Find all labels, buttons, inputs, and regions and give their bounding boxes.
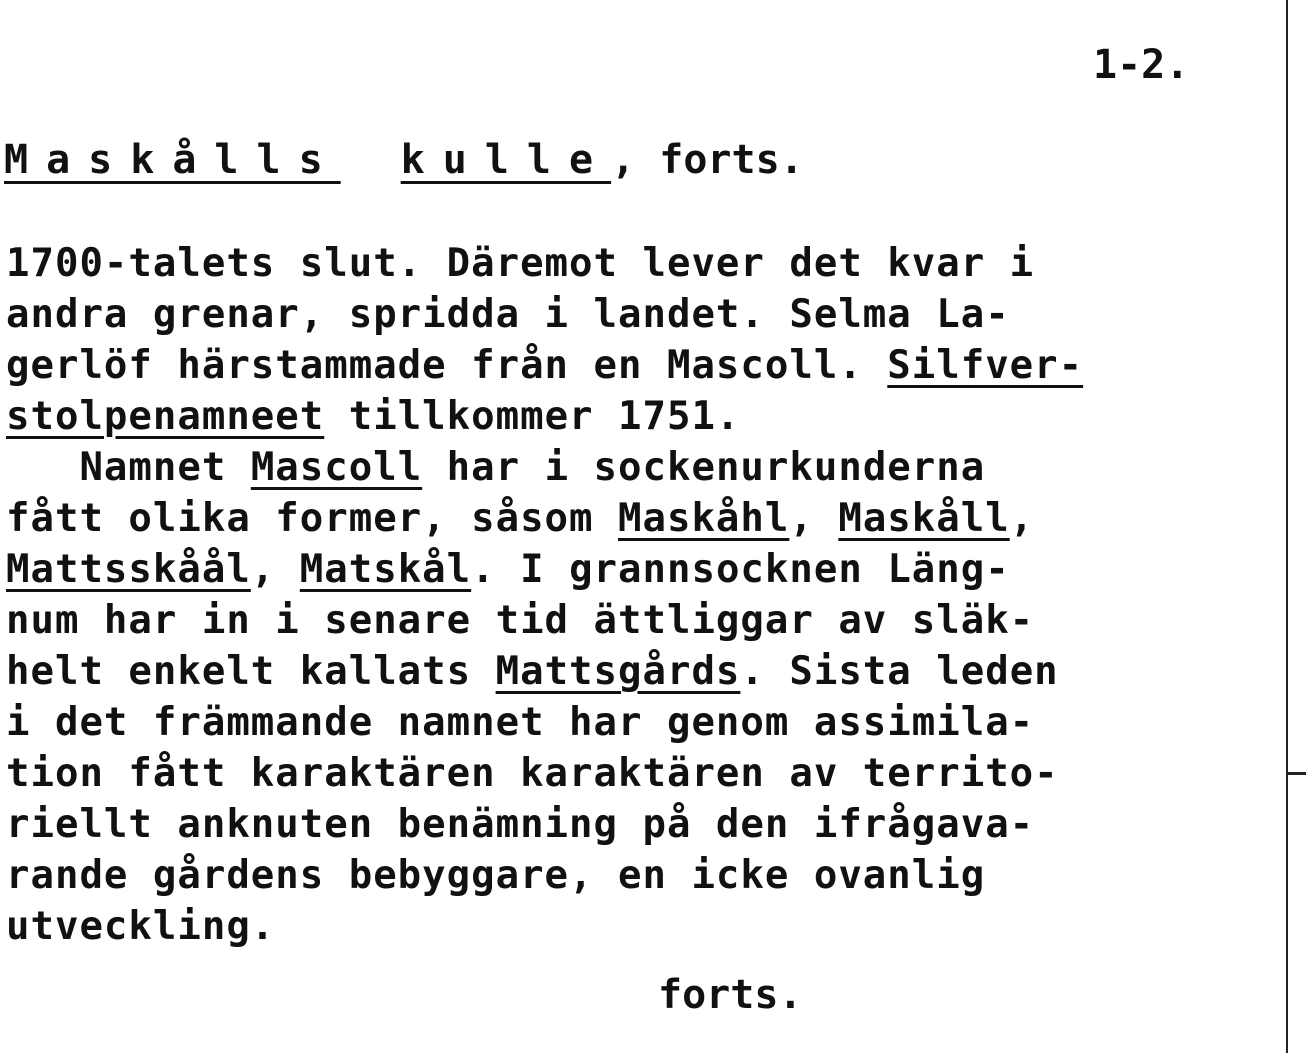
text-segment: tion fått karaktären karaktären av territo-	[6, 751, 1059, 796]
text-line	[6, 799, 1083, 850]
text-line	[6, 850, 1083, 901]
heading-word-2: kulle	[400, 137, 612, 183]
continuation-note: forts.	[658, 972, 803, 1018]
heading-suffix: , forts.	[611, 137, 804, 183]
text-line	[6, 646, 1083, 697]
entry-heading	[4, 137, 804, 183]
text-segment: andra grenar, spridda i landet. Selma La-	[6, 292, 1010, 337]
underlined-name: Maskåhl	[618, 496, 790, 541]
text-line	[6, 340, 1083, 391]
text-segment: ,	[250, 547, 300, 592]
text-line	[6, 442, 1083, 493]
text-segment: riellt anknuten benämning på den ifrågava-	[6, 802, 1035, 847]
underlined-name: Silfver-	[887, 343, 1084, 388]
text-line	[6, 748, 1083, 799]
text-segment: helt enkelt kallats	[6, 649, 496, 694]
text-segment: rande gårdens bebyggare, en icke ovanlig	[6, 853, 986, 898]
text-segment: . I grannsocknen Läng-	[471, 547, 1010, 592]
text-line	[6, 697, 1083, 748]
text-segment: 1700-talets slut. Däremot lever det kvar i	[6, 241, 1035, 286]
underlined-name: Maskåll	[838, 496, 1010, 541]
text-line	[6, 493, 1083, 544]
text-segment: har i sockenurkunderna	[422, 445, 986, 490]
card-edge-line	[1286, 0, 1288, 1053]
text-line	[6, 901, 1083, 952]
text-segment: num har in i senare tid ättliggar av släk-	[6, 598, 1035, 643]
text-segment: Namnet	[6, 445, 251, 490]
text-line	[6, 391, 1083, 442]
heading-word-1: Maskålls	[4, 137, 341, 183]
underlined-name: Mattsskåål	[6, 547, 251, 592]
text-segment: utveckling.	[6, 904, 276, 949]
text-segment: i det främmande namnet har genom assimila-	[6, 700, 1035, 745]
text-segment: ,	[789, 496, 839, 541]
page-number: 1-2.	[1093, 42, 1190, 88]
text-segment: tillkommer 1751.	[324, 394, 741, 439]
underlined-name: Matskål	[299, 547, 472, 592]
text-line	[6, 595, 1083, 646]
text-line	[6, 544, 1083, 595]
text-segment: gerlöf härstammade från en Mascoll.	[6, 343, 888, 388]
text-segment: ,	[1009, 496, 1035, 541]
text-line	[6, 238, 1083, 289]
underlined-name: Mattsgårds	[495, 649, 741, 694]
underlined-name: stolpenamneet	[6, 394, 325, 439]
text-segment: fått olika former, såsom	[6, 496, 618, 541]
body-text	[6, 238, 1083, 952]
edge-tick-mark	[1286, 772, 1306, 775]
underlined-name: Mascoll	[250, 445, 423, 490]
text-segment: . Sista leden	[740, 649, 1059, 694]
text-line	[6, 289, 1083, 340]
